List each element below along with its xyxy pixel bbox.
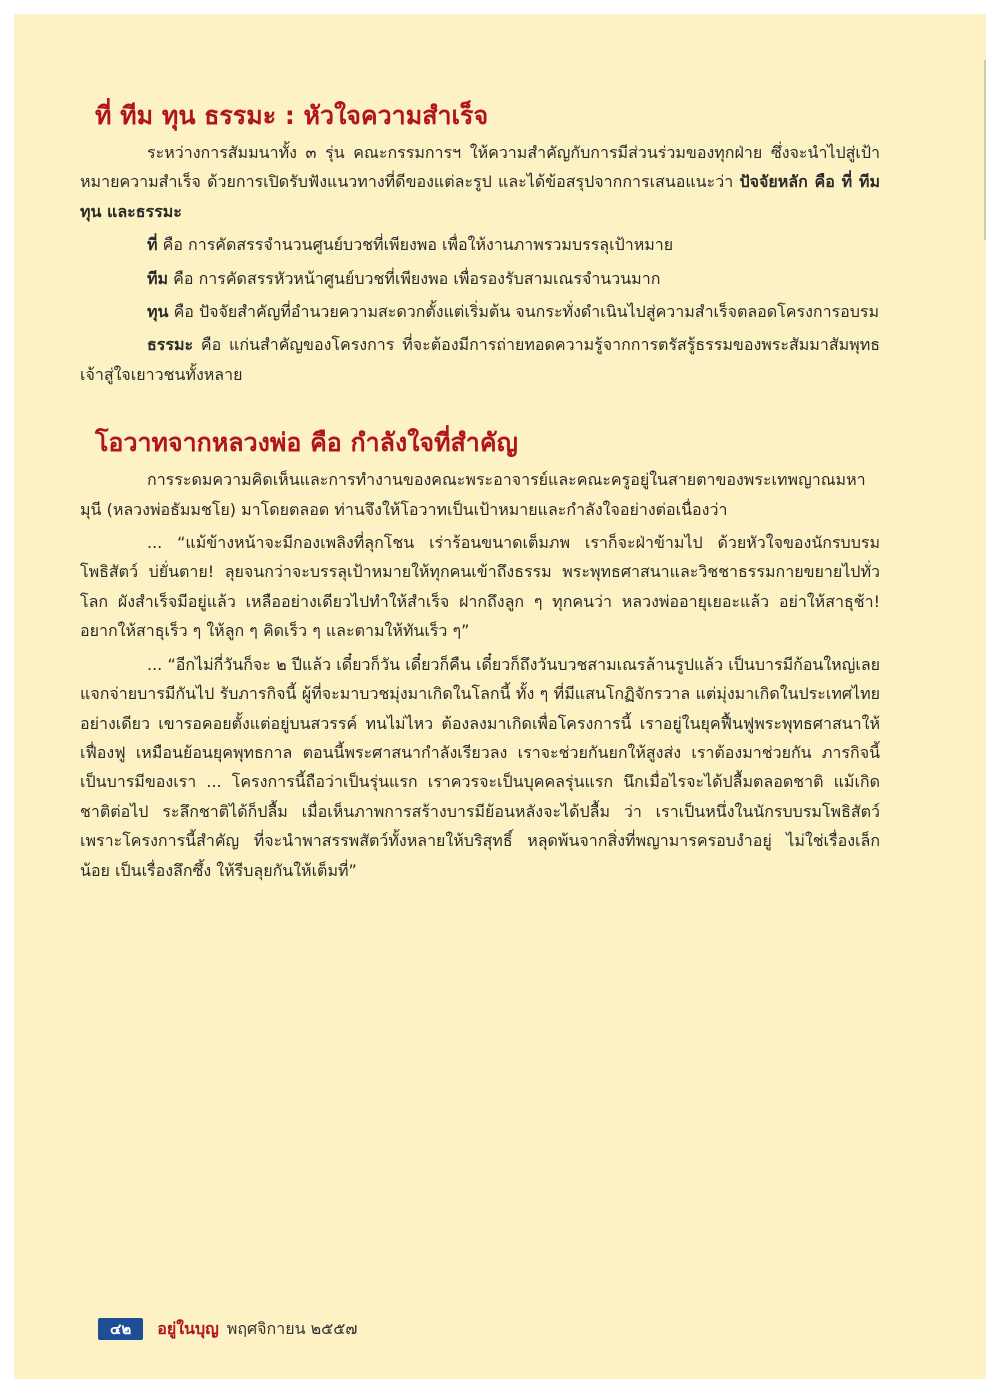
item-thi	[80, 230, 880, 259]
item-term: ทุน	[147, 302, 169, 322]
section1-intro	[80, 138, 880, 226]
article-body	[80, 96, 880, 889]
magazine-name: อยู่ในบุญ	[157, 1318, 219, 1338]
item-text: คือ การคัดสรรจำนวนศูนย์บวชที่เพียงพอ เพื่อให้งานภาพรวมบรรลุเป้าหมาย	[157, 235, 674, 255]
item-term: ธรรมะ	[147, 335, 194, 355]
item-thun	[80, 297, 880, 326]
item-text: คือ การคัดสรรหัวหน้าศูนย์บวชที่เพียงพอ เพื่อรองรับสามเณรจำนวนมาก	[168, 268, 661, 288]
page-footer	[98, 1318, 357, 1340]
page-number-badge: ๔๒	[98, 1318, 143, 1340]
section1-heading: ที่ ทีม ทุน ธรรมะ : หัวใจความสำเร็จ	[95, 101, 489, 130]
item-text: คือ แก่นสำคัญของโครงการ ที่จะต้องมีการถ่ายทอดความรู้จากการตรัสรู้ธรรมของพระสัมมาสัมพุทธเจ้าสู่ใจเยาวชนทั้งหลาย	[80, 335, 880, 384]
quote-paragraph: ... “แม้ข้างหน้าจะมีกองเพลิงที่ลุกโชน เร่าร้อนขนาดเต็มภพ เราก็จะฝ่าข้ามไป ด้วยหัวใจของนักรบบรมโพธิสัตว์ บ่ยั่นตาย! ลุยจนกว่าจะบรรลุเป้าหมายให้ทุกคนเข้าถึงธรรม พระพุทธศาสนาและวิชชาธรรมกายขยายไปทั่วโลก ผังสำเร็จมีอยู่แล้ว เหลืออย่างเดียวไปทำให้สำเร็จ ฝากถึงลูก ๆ ทุกคนว่า หลวงพ่ออายุเยอะแล้ว อย่าให้สาธุช้า! อยากให้สาธุเร็ว ๆ ให้ลูก ๆ คิดเร็ว ๆ และตามให้ทันเร็ว ๆ”	[80, 533, 880, 641]
section1-intro-text: ระหว่างการสัมมนาทั้ง ๓ รุ่น คณะกรรมการฯ ให้ความสำคัญกับการมีส่วนร่วมของทุกฝ่าย ซึ่งจะนำไปสู่เป้าหมายความสำเร็จ ด้วยการเปิดรับฟังแนวทางที่ดีของแต่ละรูป และได้ข้อสรุปจากการเสนอแนะว่า	[80, 143, 880, 192]
section1-intro-bold: ปัจจัยหลัก คือ ที่ ทีม ทุน และธรรมะ	[80, 172, 880, 221]
section2-heading: โอวาทจากหลวงพ่อ คือ กำลังใจที่สำคัญ	[95, 428, 518, 458]
issue-date: พฤศจิกายน ๒๕๕๗	[226, 1318, 358, 1338]
item-term: ทีม	[147, 268, 169, 288]
item-term: ที่	[147, 235, 158, 255]
item-dhamma	[80, 330, 880, 389]
section2-paragraph: การระดมความคิดเห็นและการทำงานของคณะพระอาจารย์และคณะครูอยู่ในสายตาของพระเทพญาณมหามุนี (หลวงพ่อธัมมชโย) มาโดยตลอด ท่านจึงให้โอวาทเป็นเป้าหมายและกำลังใจอย่างต่อเนื่องว่า	[80, 470, 866, 519]
item-text: คือ ปัจจัยสำคัญที่อำนวยความสะดวกตั้งแต่เริ่มต้น จนกระทั่งดำเนินไปสู่ความสำเร็จตลอดโครงการอบรม	[168, 302, 880, 322]
item-team	[80, 264, 880, 293]
quote-paragraph: ... “อีกไม่กี่วันก็จะ ๒ ปีแล้ว เดี๋ยวก็วัน เดี๋ยวก็คืน เดี๋ยวก็ถึงวันบวชสามเณรล้านรูปแล้ว เป็นบารมีก้อนใหญ่เลย แจกจ่ายบารมีกันไป รับภารกิจนี้ ผู้ที่จะมาบวชมุ่งมาเกิดในโลกนี้ ทั้ง ๆ ที่มีแสนโกฏิจักรวาล แต่มุ่งมาเกิดในประเทศไทยอย่างเดียว เขารอคอยตั้งแต่อยู่บนสวรรค์ ทนไม่ไหว ต้องลงมาเกิดเพื่อโครงการนี้ เราอยู่ในยุคฟื้นฟูพระพุทธศาสนาให้เฟื่องฟู เหมือนย้อนยุคพุทธกาล ตอนนี้พระศาสนากำลังเรียวลง เราจะช่วยกันยกให้สูงส่ง เราต้องมาช่วยกัน ภารกิจนี้เป็นบารมีของเรา ... โครงการนี้ถือว่าเป็นรุ่นแรก เราควรจะเป็นบุคคลรุ่นแรก นึกเมื่อไรจะได้ปลื้มตลอดชาติ แม้เกิดชาติต่อไป ระลึกชาติได้ก็ปลื้ม เมื่อเห็นภาพการสร้างบารมีย้อนหลังจะได้ปลื้ม ว่า เราเป็นหนึ่งในนักรบบรมโพธิสัตว์ เพราะโครงการนี้สำคัญ ที่จะนำพาสรรพสัตว์ทั้งหลายให้บริสุทธิ์ หลุดพ้นจากสิ่งที่พญามารครอบงำอยู่ ไม่ใช่เรื่องเล็กน้อย เป็นเรื่องลึกซึ้ง ให้รีบลุยกันให้เต็มที่”	[80, 654, 880, 880]
page-edge-mark	[984, 60, 986, 240]
